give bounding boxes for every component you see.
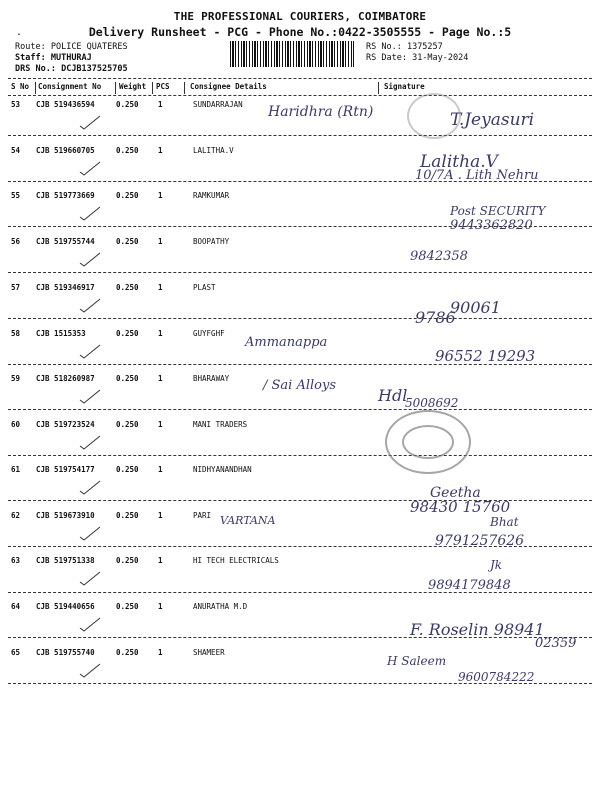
table-row <box>10 146 592 190</box>
col-pcs: PCS <box>156 82 170 91</box>
table-row <box>10 556 592 600</box>
row-consignment: CJB 519754177 <box>36 465 95 474</box>
col-consignee: Consignee Details <box>190 82 267 91</box>
row-signature-detail: 02359 <box>535 636 577 651</box>
row-sno: 65 <box>11 648 21 657</box>
row-signature-detail: 9443362820 <box>450 218 533 233</box>
row-signature: 96552 19293 <box>435 347 536 365</box>
row-weight: 0.250 <box>116 237 139 246</box>
row-handwritten-note: Ammanappa <box>245 335 328 350</box>
row-divider <box>8 637 592 638</box>
row-weight: 0.250 <box>116 374 139 383</box>
row-pcs: 1 <box>158 465 163 474</box>
row-consignee: GUYFGHF <box>193 329 225 338</box>
check-tick-icon <box>78 114 102 130</box>
row-weight: 0.250 <box>116 648 139 657</box>
row-sno: 57 <box>11 283 21 292</box>
faint-stamp <box>407 93 461 139</box>
row-consignment: CJB 519755740 <box>36 648 95 657</box>
row-consignee: RAMKUMAR <box>193 191 230 200</box>
row-divider <box>8 364 592 365</box>
row-signature: F. Roselin 98941 <box>410 620 545 639</box>
row-sno: 63 <box>11 556 21 565</box>
row-signature: Hdl <box>378 386 408 405</box>
row-handwritten-note: Haridhra (Rtn) <box>268 104 374 120</box>
row-signature: 90061 <box>450 298 501 317</box>
check-tick-icon <box>78 662 102 678</box>
table-row <box>10 374 592 418</box>
row-sno: 60 <box>11 420 21 429</box>
col-weight: Weight <box>119 82 147 91</box>
col-sep <box>184 82 185 94</box>
row-weight: 0.250 <box>116 556 139 565</box>
row-consignment: CJB 519755744 <box>36 237 95 246</box>
row-sno: 61 <box>11 465 21 474</box>
row-signature: Lalitha.V <box>420 152 498 172</box>
row-sno: 54 <box>11 146 21 155</box>
row-signature: Post SECURITY <box>450 204 546 218</box>
col-sep <box>152 82 153 94</box>
row-signature: T.Jeyasuri <box>450 110 535 130</box>
staff-label: Staff: <box>15 53 46 63</box>
row-consignee: HI TECH ELECTRICALS <box>193 556 279 565</box>
row-consignment: CJB 518260987 <box>36 374 95 383</box>
row-consignee: BHARAWAY <box>193 374 230 383</box>
row-handwritten-note: VARTANA <box>220 514 276 527</box>
row-signature: Bhat <box>490 515 519 529</box>
drs-label: DRS No.: <box>15 64 56 74</box>
col-sep <box>378 82 379 94</box>
row-pcs: 1 <box>158 374 163 383</box>
row-pcs: 1 <box>158 237 163 246</box>
rs-no-label: RS No.: <box>366 42 402 52</box>
row-divider <box>8 592 592 593</box>
row-signature: 9842358 <box>410 249 468 264</box>
table-row <box>10 329 592 373</box>
row-consignee: LALITHA.V <box>193 146 234 155</box>
row-consignment: CJB 519773669 <box>36 191 95 200</box>
row-pcs: 1 <box>158 602 163 611</box>
row-consignee: PARI <box>193 511 212 520</box>
check-tick-icon <box>78 525 102 541</box>
row-divider <box>8 409 592 410</box>
row-signature-detail: 9600784222 <box>458 670 535 684</box>
col-sep <box>115 82 116 94</box>
row-consignment: CJB 519440656 <box>36 602 95 611</box>
divider-header <box>8 95 592 96</box>
check-tick-icon <box>78 616 102 632</box>
row-weight: 0.250 <box>116 191 139 200</box>
row-signature-detail: 98430 15760 <box>410 498 511 516</box>
route-line <box>15 42 128 52</box>
row-consignee: SHAMEER <box>193 648 225 657</box>
row-consignee: MANI TRADERS <box>193 420 248 429</box>
route-label: Route: <box>15 42 46 52</box>
row-pcs: 1 <box>158 511 163 520</box>
check-tick-icon <box>78 343 102 359</box>
row-divider <box>8 455 592 456</box>
table-row <box>10 191 592 235</box>
row-weight: 0.250 <box>116 283 139 292</box>
table-row <box>10 602 592 651</box>
row-weight: 0.250 <box>116 602 139 611</box>
row-sno: 55 <box>11 191 21 200</box>
check-tick-icon <box>78 434 102 450</box>
row-consignment: CJB 519673910 <box>36 511 95 520</box>
drs-line <box>15 64 128 74</box>
row-weight: 0.250 <box>116 511 139 520</box>
check-tick-icon <box>78 479 102 495</box>
row-sno: 53 <box>11 100 21 109</box>
rs-date-line <box>366 53 468 63</box>
row-signature-detail: 9894179848 <box>428 578 511 593</box>
row-sno: 62 <box>11 511 21 520</box>
runsheet-title: Delivery Runsheet - PCG - Phone No.:0422-3505555 - Page No.:5 <box>88 25 512 39</box>
col-sep <box>35 82 36 94</box>
row-sno: 56 <box>11 237 21 246</box>
row-consignee: PLAST <box>193 283 216 292</box>
row-consignment: CJB 519723524 <box>36 420 95 429</box>
row-signature-detail: 9786 <box>415 308 456 327</box>
table-row <box>10 420 592 464</box>
rs-date-value: 31-May-2024 <box>412 53 469 63</box>
company-name: THE PROFESSIONAL COURIERS, COIMBATORE <box>173 10 427 23</box>
table-row <box>10 283 592 327</box>
row-divider <box>8 226 592 227</box>
check-tick-icon <box>78 160 102 176</box>
divider-top <box>8 78 592 79</box>
row-consignee: ANURATHA M.D <box>193 602 248 611</box>
table-row <box>10 237 592 281</box>
row-signature-detail: 5008692 <box>405 396 459 410</box>
col-consignment: Consignment No <box>38 82 102 91</box>
row-pcs: 1 <box>158 146 163 155</box>
check-tick-icon <box>78 205 102 221</box>
row-divider <box>8 135 592 136</box>
row-consignment: CJB 519436594 <box>36 100 95 109</box>
row-consignment: CJB 519660705 <box>36 146 95 155</box>
company-stamp-inner <box>402 425 454 459</box>
row-weight: 0.250 <box>116 146 139 155</box>
row-divider <box>8 500 592 501</box>
row-signature-detail: 10/7A . Lith Nehru <box>415 168 539 183</box>
row-consignee: BOOPATHY <box>193 237 230 246</box>
row-pcs: 1 <box>158 420 163 429</box>
row-pcs: 1 <box>158 283 163 292</box>
check-tick-icon <box>78 388 102 404</box>
row-divider <box>8 683 592 684</box>
dot-mark: . <box>16 27 23 38</box>
row-consignment: CJB 519346917 <box>36 283 95 292</box>
row-pcs: 1 <box>158 329 163 338</box>
row-signature: Jk <box>490 558 503 572</box>
table-row <box>10 648 592 692</box>
row-consignment: CJB 1515353 <box>36 329 86 338</box>
row-handwritten-note: / Sai Alloys <box>263 378 337 393</box>
row-divider <box>8 272 592 273</box>
row-sno: 64 <box>11 602 21 611</box>
row-pcs: 1 <box>158 648 163 657</box>
row-consignee: SUNDARRAJAN <box>193 100 243 109</box>
row-divider <box>8 546 592 547</box>
barcode <box>230 41 354 67</box>
check-tick-icon <box>78 251 102 267</box>
row-sno: 59 <box>11 374 21 383</box>
table-header <box>10 82 590 94</box>
table-row <box>10 100 592 144</box>
table-row <box>10 511 592 555</box>
row-signature: H Saleem <box>387 654 447 668</box>
row-signature-detail: 9791257626 <box>435 533 525 549</box>
row-signature: Geetha <box>430 485 481 501</box>
col-signature: Signature <box>384 82 425 91</box>
staff-value: MUTHURAJ <box>50 53 92 63</box>
col-sno: S No <box>11 82 30 91</box>
row-pcs: 1 <box>158 100 163 109</box>
row-pcs: 1 <box>158 556 163 565</box>
check-tick-icon <box>78 570 102 586</box>
row-consignment: CJB 519751338 <box>36 556 95 565</box>
staff-line <box>15 53 92 63</box>
row-weight: 0.250 <box>116 100 139 109</box>
row-consignee: NIDHYANANDHAN <box>193 465 252 474</box>
row-divider <box>8 181 592 182</box>
drs-value: DCJB137525705 <box>61 64 128 74</box>
route-value: POLICE QUATERES <box>50 42 128 52</box>
rs-date-label: RS Date: <box>366 53 407 63</box>
row-weight: 0.250 <box>116 329 139 338</box>
check-tick-icon <box>78 297 102 313</box>
row-divider <box>8 318 592 319</box>
row-sno: 58 <box>11 329 21 338</box>
row-weight: 0.250 <box>116 420 139 429</box>
rs-no-value: 1375257 <box>406 42 443 52</box>
rs-no-line <box>366 42 443 52</box>
row-weight: 0.250 <box>116 465 139 474</box>
row-pcs: 1 <box>158 191 163 200</box>
